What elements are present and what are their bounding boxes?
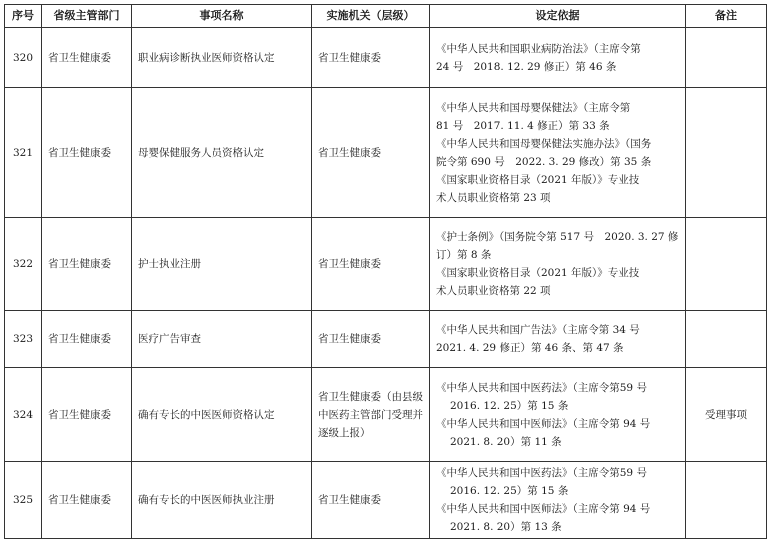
basis-line: 《中华人民共和国职业病防治法》（主席令第 <box>436 42 641 55</box>
cell-dept: 省卫生健康委 <box>42 28 132 88</box>
cell-name: 医疗广告审查 <box>132 311 312 368</box>
cell-basis <box>430 88 686 218</box>
cell-no: 323 <box>5 311 42 368</box>
cell-note <box>686 311 767 368</box>
basis-line: 术人员职业资格第 22 项 <box>436 285 551 297</box>
cell-name: 护士执业注册 <box>132 218 312 311</box>
cell-no: 324 <box>5 368 42 462</box>
cell-no: 321 <box>5 88 42 218</box>
table-row <box>5 311 767 368</box>
header-note: 备注 <box>686 5 767 28</box>
header-no: 序号 <box>5 5 42 28</box>
table-header-row <box>5 5 767 28</box>
cell-basis <box>430 28 686 88</box>
basis-line: 24 号 2018. 12. 29 修正）第 46 条 <box>436 60 617 73</box>
cell-org: 省卫生健康委 <box>312 218 430 311</box>
cell-org: 省卫生健康委 <box>312 88 430 218</box>
cell-dept: 省卫生健康委 <box>42 368 132 462</box>
cell-dept: 省卫生健康委 <box>42 311 132 368</box>
cell-dept: 省卫生健康委 <box>42 462 132 539</box>
basis-line: 《中华人民共和国中医师法》（主席令第 94 号 <box>436 503 651 515</box>
basis-line: 院令第 690 号 2022. 3. 29 修改）第 35 条 <box>436 155 652 168</box>
cell-org: 省卫生健康委 <box>312 28 430 88</box>
cell-note <box>686 28 767 88</box>
cell-org: 省卫生健康委 <box>312 462 430 539</box>
cell-name: 确有专长的中医医师执业注册 <box>132 462 312 539</box>
header-org: 实施机关（层级） <box>312 5 430 28</box>
basis-line: 《中华人民共和国中医师法》（主席令第 94 号 <box>436 417 651 430</box>
table-row <box>5 28 767 88</box>
basis-line: 术人员职业资格第 23 项 <box>436 191 551 204</box>
header-dept: 省级主管部门 <box>42 5 132 28</box>
cell-name: 确有专长的中医医师资格认定 <box>132 368 312 462</box>
cell-name: 职业病诊断执业医师资格认定 <box>132 28 312 88</box>
basis-line: 《中华人民共和国中医药法》（主席令第59 号 <box>436 381 647 394</box>
cell-note <box>686 462 767 539</box>
cell-basis <box>430 311 686 368</box>
cell-org: 省卫生健康委 <box>312 311 430 368</box>
cell-dept: 省卫生健康委 <box>42 218 132 311</box>
cell-basis <box>430 218 686 311</box>
cell-basis <box>430 368 686 462</box>
licensing-items-table <box>4 4 767 539</box>
cell-note <box>686 218 767 311</box>
table-body <box>5 28 767 539</box>
basis-line: 《国家职业资格目录（2021 年版）》专业技 <box>436 173 640 186</box>
basis-line: 《护士条例》（国务院令第 517 号 2020. 3. 27 修 <box>436 231 679 243</box>
basis-line: 2021. 4. 29 修正）第 46 条、第 47 条 <box>436 342 624 354</box>
cell-dept: 省卫生健康委 <box>42 88 132 218</box>
basis-line: 2016. 12. 25）第 15 条 <box>450 399 569 412</box>
cell-no: 320 <box>5 28 42 88</box>
basis-line: 2021. 8. 20）第 11 条 <box>450 435 562 448</box>
cell-note: 受理事项 <box>686 368 767 462</box>
header-basis: 设定依据 <box>430 5 686 28</box>
basis-line: 《国家职业资格目录（2021 年版）》专业技 <box>436 267 640 279</box>
table-row <box>5 88 767 218</box>
table-row <box>5 368 767 462</box>
cell-name: 母婴保健服务人员资格认定 <box>132 88 312 218</box>
basis-line: 《中华人民共和国母婴保健法》（主席令第 <box>436 101 631 114</box>
basis-line: 《中华人民共和国母婴保健法实施办法》（国务 <box>436 137 652 150</box>
cell-basis <box>430 462 686 539</box>
basis-line: 81 号 2017. 11. 4 修正）第 33 条 <box>436 119 610 132</box>
basis-line: 《中华人民共和国中医药法》（主席令第59 号 <box>436 467 647 479</box>
basis-line: 2021. 8. 20）第 13 条 <box>450 521 562 533</box>
cell-org: 省卫生健康委（由县级中医药主管部门受理并逐级上报） <box>312 368 430 462</box>
header-name: 事项名称 <box>132 5 312 28</box>
basis-line: 2016. 12. 25）第 15 条 <box>450 485 569 497</box>
basis-line: 《中华人民共和国广告法》（主席令第 34 号 <box>436 324 640 336</box>
cell-no: 325 <box>5 462 42 539</box>
cell-note <box>686 88 767 218</box>
table-row <box>5 218 767 311</box>
basis-line: 订）第 8 条 <box>436 249 492 261</box>
table-row <box>5 462 767 539</box>
cell-no: 322 <box>5 218 42 311</box>
